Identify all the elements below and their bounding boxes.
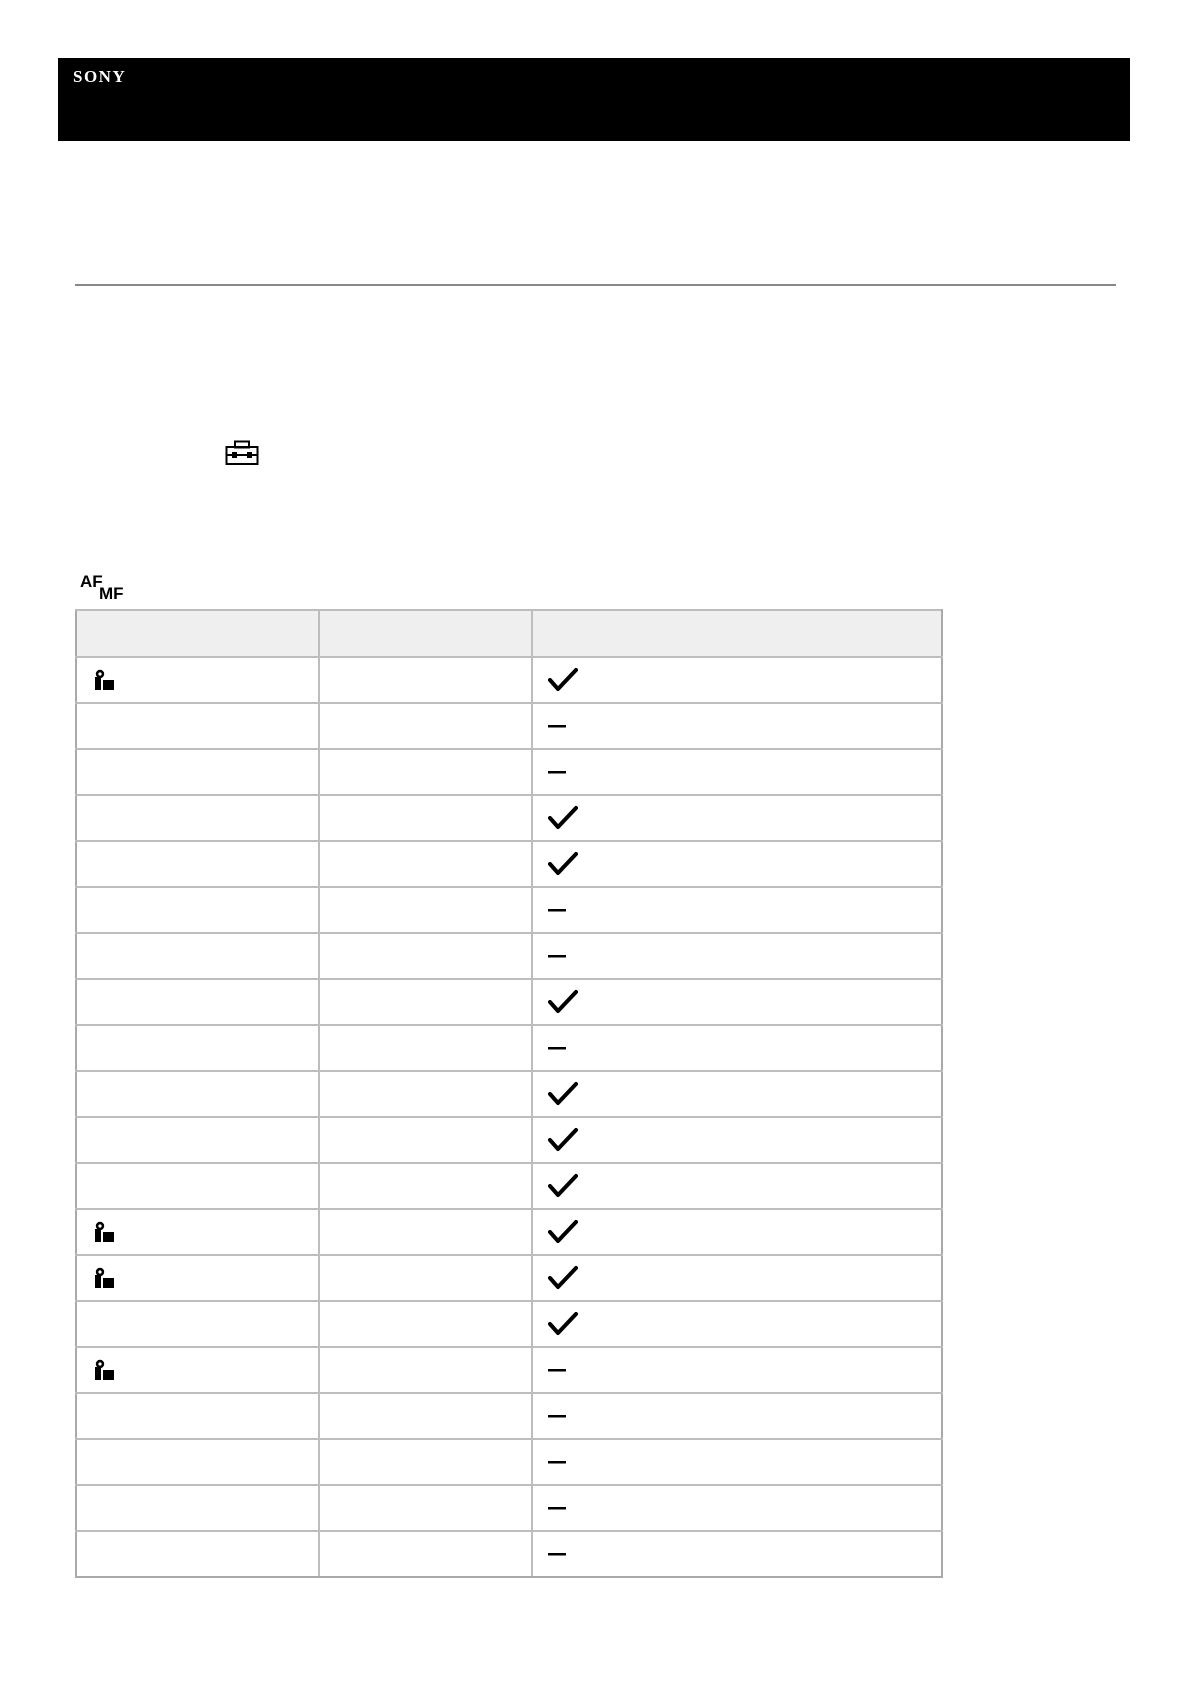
row-label-cell <box>76 1071 319 1117</box>
row-label-cell <box>76 1485 319 1531</box>
column-header <box>319 610 532 657</box>
dash-icon <box>548 1047 566 1051</box>
row-label-cell <box>76 1393 319 1439</box>
row-status-cell <box>532 887 942 933</box>
table-row <box>76 1025 942 1071</box>
header-bar <box>58 58 1130 141</box>
table-row <box>76 1301 942 1347</box>
row-value-cell <box>319 795 532 841</box>
table-row <box>76 1531 942 1577</box>
row-label-cell <box>76 1209 319 1255</box>
column-header <box>76 610 319 657</box>
table-row <box>76 1439 942 1485</box>
row-value-cell <box>319 979 532 1025</box>
row-status-cell <box>532 1531 942 1577</box>
row-status-cell <box>532 841 942 887</box>
table-row <box>76 933 942 979</box>
table-row <box>76 1117 942 1163</box>
dash-icon <box>548 1461 566 1465</box>
table-row <box>76 1209 942 1255</box>
row-value-cell <box>319 1393 532 1439</box>
row-value-cell <box>319 1485 532 1531</box>
row-value-cell <box>319 1071 532 1117</box>
row-status-cell <box>532 1025 942 1071</box>
row-status-cell <box>532 1163 942 1209</box>
checkmark-icon <box>548 1081 578 1107</box>
row-label-cell <box>76 1347 319 1393</box>
table-row <box>76 979 942 1025</box>
dash-icon <box>548 1415 566 1419</box>
checkmark-icon <box>548 805 578 831</box>
sony-logo: SONY <box>73 67 127 86</box>
table-row <box>76 1347 942 1393</box>
row-value-cell <box>319 1209 532 1255</box>
row-status-cell <box>532 1117 942 1163</box>
table-row <box>76 841 942 887</box>
table-row <box>76 1485 942 1531</box>
dash-icon <box>548 955 566 959</box>
row-value-cell <box>319 703 532 749</box>
dash-icon <box>548 725 566 729</box>
row-status-cell <box>532 1255 942 1301</box>
table-row <box>76 1071 942 1117</box>
row-label-cell <box>76 841 319 887</box>
camera-custom-icon <box>92 1266 116 1290</box>
row-label-cell <box>76 657 319 703</box>
dash-icon <box>548 771 566 775</box>
row-label-cell <box>76 1531 319 1577</box>
row-value-cell <box>319 841 532 887</box>
row-label-cell <box>76 795 319 841</box>
checkmark-icon <box>548 851 578 877</box>
toolbox-icon <box>225 440 259 466</box>
row-label-cell <box>76 1025 319 1071</box>
checkmark-icon <box>548 1127 578 1153</box>
dash-icon <box>548 909 566 913</box>
row-label-cell <box>76 1117 319 1163</box>
row-status-cell <box>532 1439 942 1485</box>
table-row <box>76 657 942 703</box>
row-value-cell <box>319 657 532 703</box>
checkmark-icon <box>548 1311 578 1337</box>
row-status-cell <box>532 749 942 795</box>
checkmark-icon <box>548 667 578 693</box>
row-label-cell <box>76 749 319 795</box>
row-status-cell <box>532 1393 942 1439</box>
dash-icon <box>548 1553 566 1557</box>
row-label-cell <box>76 1439 319 1485</box>
dash-icon <box>548 1507 566 1511</box>
table-row <box>76 749 942 795</box>
row-value-cell <box>319 1439 532 1485</box>
row-status-cell <box>532 1301 942 1347</box>
row-value-cell <box>319 1025 532 1071</box>
table-header-row <box>76 610 942 657</box>
table-row <box>76 703 942 749</box>
title-divider <box>75 284 1116 286</box>
row-status-cell <box>532 703 942 749</box>
row-status-cell <box>532 1071 942 1117</box>
checkmark-icon <box>548 989 578 1015</box>
row-label-cell <box>76 979 319 1025</box>
row-label-cell <box>76 887 319 933</box>
table-row <box>76 1163 942 1209</box>
row-value-cell <box>319 749 532 795</box>
column-header <box>532 610 942 657</box>
camera-custom-icon <box>92 668 116 692</box>
af-mf-icon: AF MF <box>80 572 124 603</box>
row-status-cell <box>532 979 942 1025</box>
camera-custom-icon <box>92 1220 116 1244</box>
settings-table <box>75 609 943 1578</box>
row-status-cell <box>532 1347 942 1393</box>
row-label-cell <box>76 703 319 749</box>
table-row <box>76 1255 942 1301</box>
row-label-cell <box>76 933 319 979</box>
table-row <box>76 795 942 841</box>
row-value-cell <box>319 887 532 933</box>
row-status-cell <box>532 795 942 841</box>
row-value-cell <box>319 1301 532 1347</box>
row-value-cell <box>319 1531 532 1577</box>
row-label-cell <box>76 1163 319 1209</box>
row-value-cell <box>319 1255 532 1301</box>
checkmark-icon <box>548 1219 578 1245</box>
row-value-cell <box>319 1117 532 1163</box>
row-value-cell <box>319 1163 532 1209</box>
checkmark-icon <box>548 1265 578 1291</box>
row-status-cell <box>532 1209 942 1255</box>
row-status-cell <box>532 657 942 703</box>
row-label-cell <box>76 1301 319 1347</box>
dash-icon <box>548 1369 566 1373</box>
table-row <box>76 1393 942 1439</box>
row-label-cell <box>76 1255 319 1301</box>
table-row <box>76 887 942 933</box>
row-status-cell <box>532 933 942 979</box>
camera-custom-icon <box>92 1358 116 1382</box>
row-value-cell <box>319 933 532 979</box>
row-status-cell <box>532 1485 942 1531</box>
checkmark-icon <box>548 1173 578 1199</box>
row-value-cell <box>319 1347 532 1393</box>
